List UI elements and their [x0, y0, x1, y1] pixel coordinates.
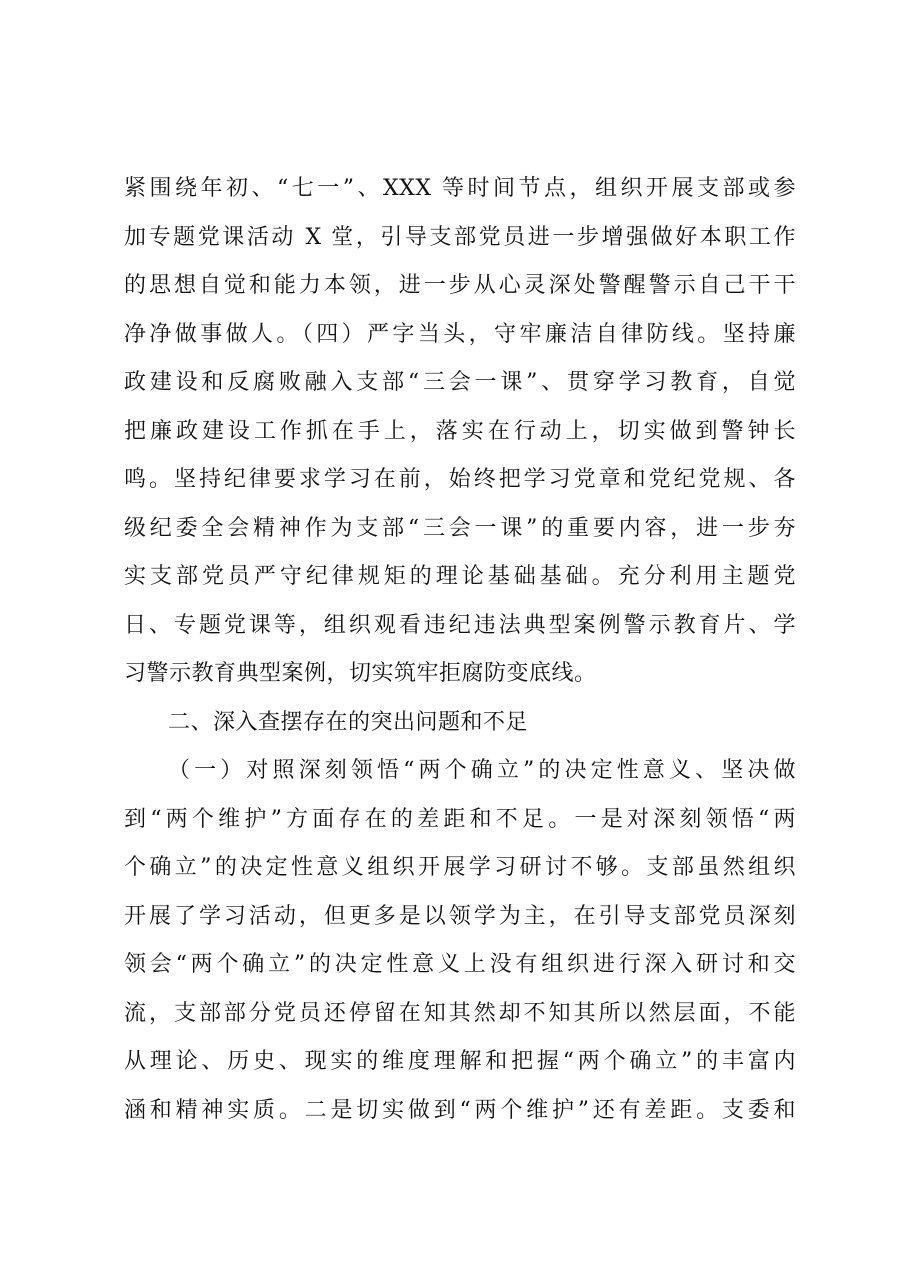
text-line: 流，支部部分党员还停留在知其然却不知其所以然层面，不能 — [124, 1000, 796, 1026]
text-line: 到“两个维护”方面存在的差距和不足。一是对深刻领悟“两 — [124, 806, 796, 832]
text-line: 紧围绕年初、“七一”、XXX 等时间节点，组织开展支部或参 — [124, 176, 796, 201]
text-line: 涵和精神实质。二是切实做到“两个维护”还有差距。支委和 — [124, 1097, 796, 1123]
text-line: 日、专题党课等，组织观看违纪违法典型案例警示教育片、学 — [124, 612, 796, 638]
section-heading: 二、深入查摆存在的突出问题和不足 — [168, 709, 529, 735]
text-line: 鸣。坚持纪律要求学习在前，始终把学习党章和党纪党规、各 — [124, 467, 796, 492]
text-line: （一）对照深刻领悟“两个确立”的决定性意义、坚决做 — [168, 758, 796, 783]
body-text — [124, 165, 796, 1135]
text-line: 政建设和反腐败融入支部“三会一课”、贯穿学习教育，自觉 — [124, 370, 796, 395]
text-line: 加专题党课活动 X 堂，引导支部党员进一步增强做好本职工作 — [124, 224, 796, 250]
text-line: 净净做事做人。（四）严字当头，守牢廉洁自律防线。坚持廉 — [124, 321, 796, 347]
text-line: 习警示教育典型案例，切实筑牢拒腐防变底线。 — [124, 661, 597, 686]
text-line: 级纪委全会精神作为支部“三会一课”的重要内容，进一步夯 — [124, 515, 796, 541]
text-line: 个确立”的决定性意义组织开展学习研讨不够。支部虽然组织 — [124, 855, 796, 880]
text-line: 把廉政建设工作抓在手上，落实在行动上，切实做到警钟长 — [124, 418, 796, 444]
text-line: 领会“两个确立”的决定性意义上没有组织进行深入研讨和交 — [124, 952, 796, 977]
text-line: 的思想自觉和能力本领，进一步从心灵深处警醒警示自己干干 — [124, 273, 796, 298]
text-line: 开展了学习活动，但更多是以领学为主，在引导支部党员深刻 — [124, 903, 796, 929]
text-line: 实支部党员严守纪律规矩的理论基础基础。充分利用主题党 — [124, 564, 796, 589]
text-line: 从理论、历史、现实的维度理解和把握“两个确立”的丰富内 — [124, 1049, 796, 1074]
